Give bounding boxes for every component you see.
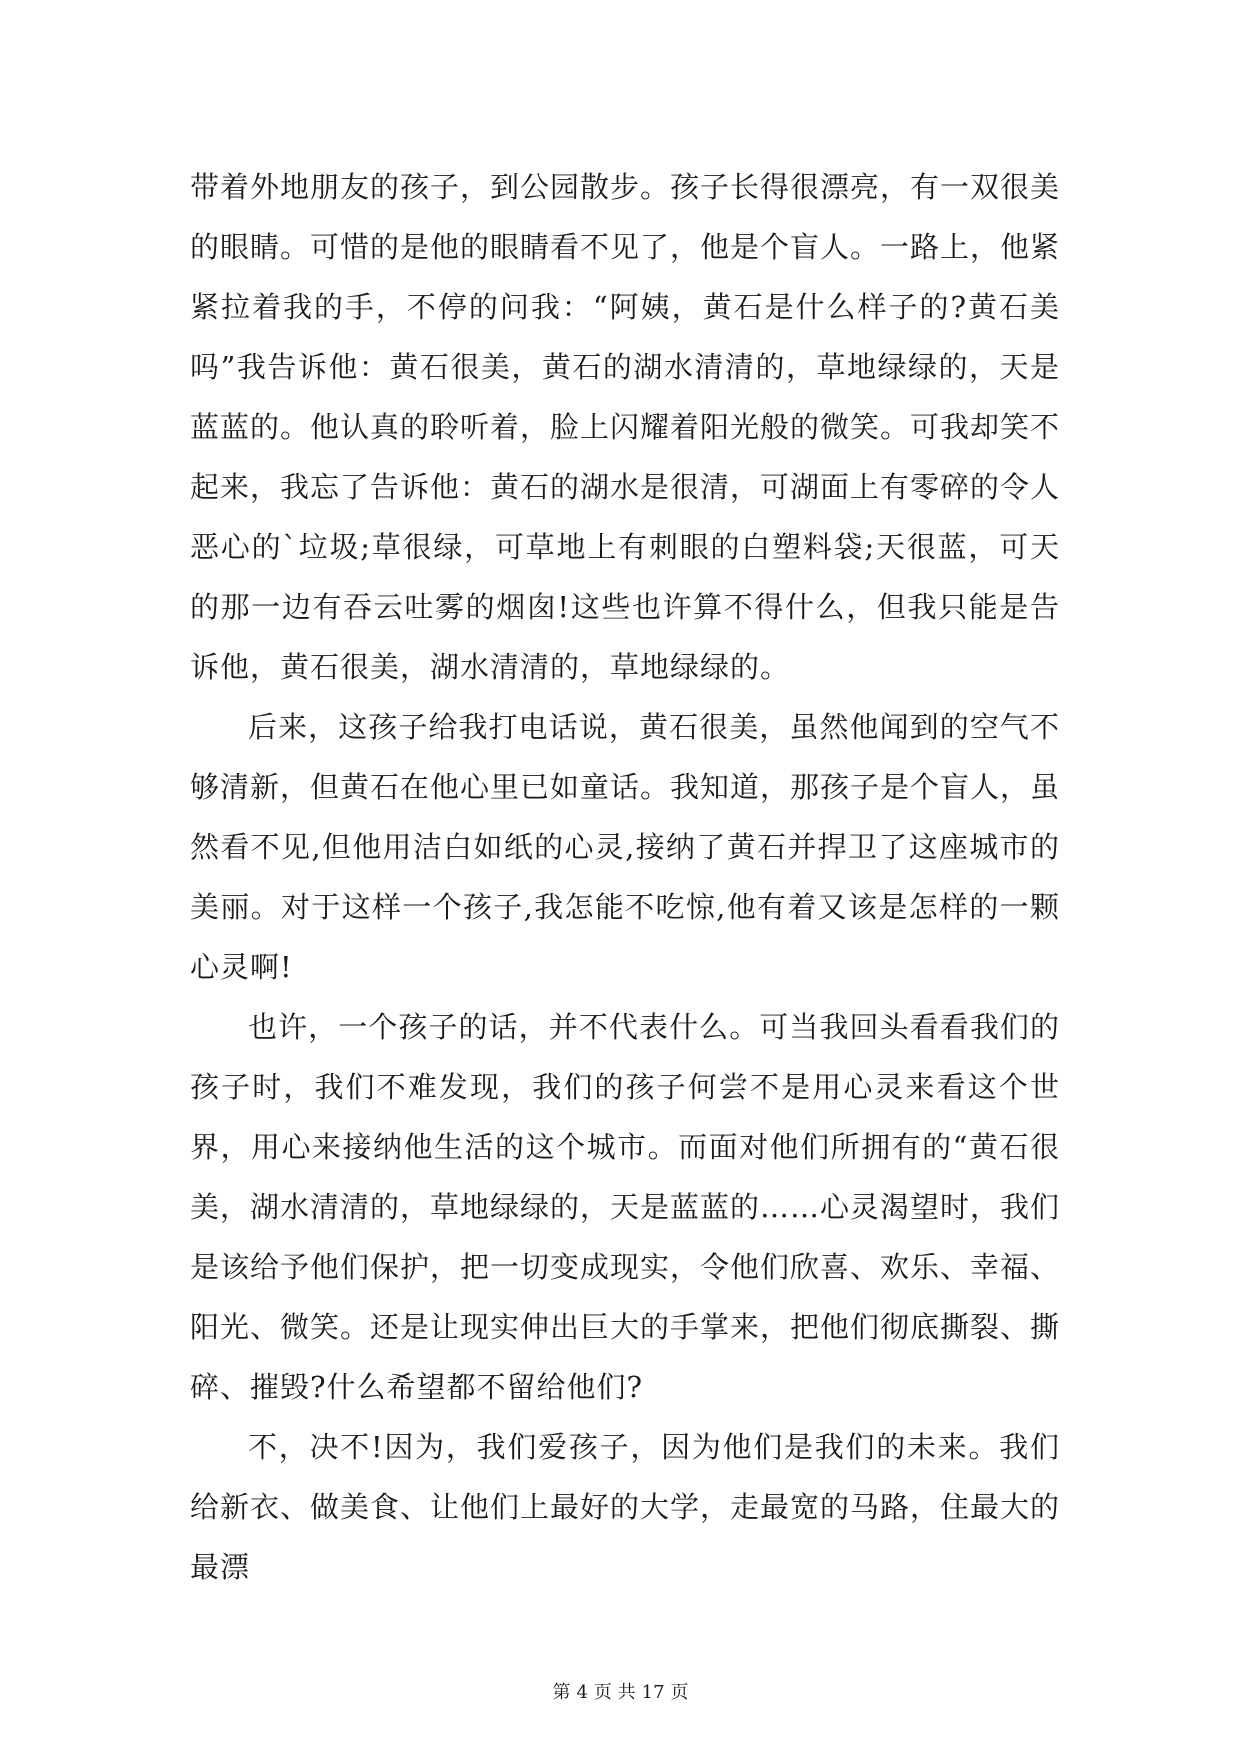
footer-current-page: 4	[576, 1682, 588, 1703]
footer-middle: 页 共	[593, 1682, 636, 1703]
footer-suffix: 页	[670, 1682, 689, 1703]
footer-prefix: 第	[552, 1682, 571, 1703]
footer-total-pages: 17	[641, 1682, 665, 1703]
page-footer	[0, 1678, 1241, 1704]
paragraph-4: 不，决不!因为，我们爱孩子，因为他们是我们的未来。我们给新衣、做美食、让他们上最好的大学，走最宽的马路，住最大的最漂	[190, 1430, 1061, 1584]
document-body	[190, 157, 1060, 1597]
paragraph-1: 带着外地朋友的孩子，到公园散步。孩子长得很漂亮，有一双很美的眼睛。可惜的是他的眼睛看不见了，他是个盲人。一路上，他紧紧拉着我的手，不停的问我：“阿姨，黄石是什么样子的?黄石美吗”我告诉他：黄石很美，黄石的湖水清清的，草地绿绿的，天是蓝蓝的。他认真的聆听着，脸上闪耀着阳光般的微笑。可我却笑不起来，我忘了告诉他：黄石的湖水是很清，可湖面上有零碎的令人恶心的`垃圾;草很绿，可草地上有刺眼的白塑料袋;天很蓝，可天的那一边有吞云吐雾的烟囱!这些也许算不得什么，但我只能是告诉他，黄石很美，湖水清清的，草地绿绿的。	[190, 170, 1061, 684]
paragraph-3: 也许，一个孩子的话，并不代表什么。可当我回头看看我们的孩子时，我们不难发现，我们的孩子何尝不是用心灵来看这个世界，用心来接纳他生活的这个城市。而面对他们所拥有的“黄石很美，湖水清清的，草地绿绿的，天是蓝蓝的……心灵渴望时，我们是该给予他们保护，把一切变成现实，令他们欣喜、欢乐、幸福、阳光、微笑。还是让现实伸出巨大的手掌来，把他们彻底撕裂、撕碎、摧毁?什么希望都不留给他们?	[190, 1010, 1061, 1404]
paragraph-2: 后来，这孩子给我打电话说，黄石很美，虽然他闻到的空气不够清新，但黄石在他心里已如童话。我知道，那孩子是个盲人，虽然看不见,但他用洁白如纸的心灵,接纳了黄石并捍卫了这座城市的美丽。对于这样一个孩子,我怎能不吃惊,他有着又该是怎样的一颗心灵啊!	[190, 710, 1061, 984]
